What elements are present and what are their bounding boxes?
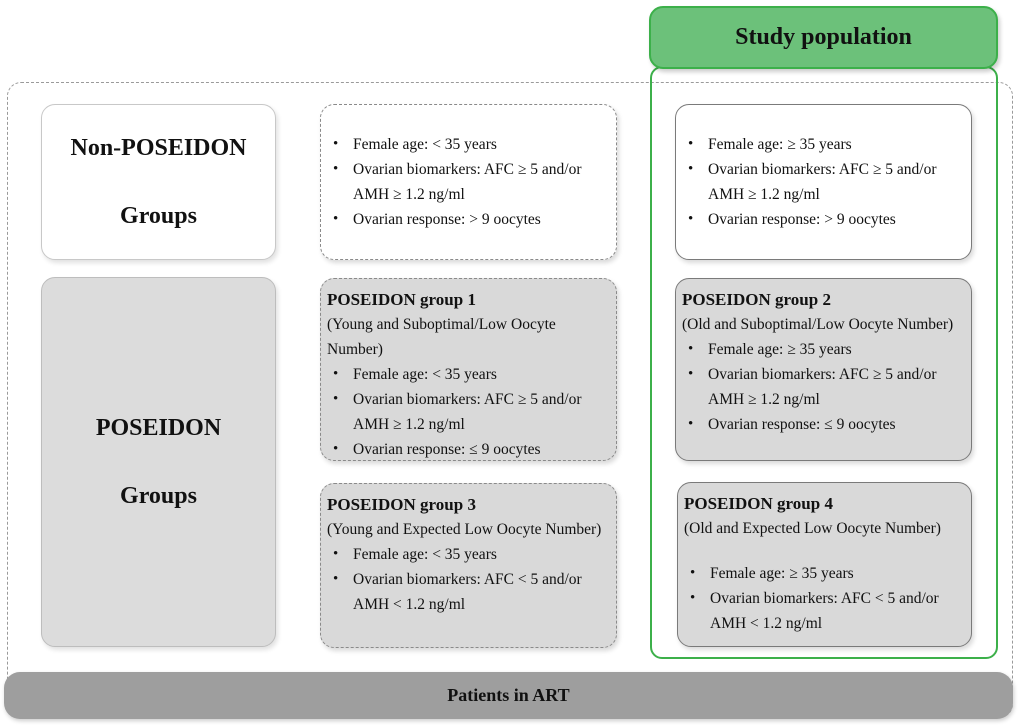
list-item: • Female age: ≥ 35 years (682, 132, 963, 157)
poseidon-group-3-box (320, 483, 617, 648)
non-poseidon-label: Non-POSEIDON (70, 135, 247, 161)
list-item: • Female age: ≥ 35 years (684, 561, 963, 586)
group-subtitle: (Old and Expected Low Oocyte Number) (684, 520, 941, 537)
group-title: POSEIDON group 2 (682, 290, 831, 309)
group-subtitle: (Old and Suboptimal/Low Oocyte Number) (682, 316, 954, 333)
poseidon-label: POSEIDON (95, 415, 222, 441)
list-item: • Female age: < 35 years (327, 132, 608, 157)
list-item: • Ovarian biomarkers: AFC < 5 and/or AMH < 1.2 ng/ml (327, 567, 608, 617)
group-title: POSEIDON group 1 (327, 290, 476, 309)
non-poseidon-old-criteria (675, 104, 972, 260)
list-item: • Ovarian biomarkers: AFC ≥ 5 and/or AMH ≥ 1.2 ng/ml (327, 157, 608, 207)
patients-in-art-bar: Patients in ART (4, 672, 1013, 719)
non-poseidon-young-criteria (320, 104, 617, 260)
list-item: • Ovarian biomarkers: AFC < 5 and/or AMH < 1.2 ng/ml (684, 586, 963, 636)
poseidon-groups-label: Groups (120, 483, 197, 509)
list-item: • Ovarian response: > 9 oocytes (682, 207, 963, 232)
list-item: • Female age: < 35 years (327, 362, 608, 387)
group-subtitle: (Young and Suboptimal/Low Oocyte Number) (327, 316, 556, 358)
list-item: • Ovarian biomarkers: AFC ≥ 5 and/or AMH ≥ 1.2 ng/ml (682, 157, 963, 207)
poseidon-groups-box (41, 277, 276, 647)
list-item: • Ovarian response: ≤ 9 oocytes (327, 437, 608, 461)
non-poseidon-groups-label: Groups (120, 203, 197, 229)
group-subtitle: (Young and Expected Low Oocyte Number) (327, 521, 602, 538)
non-poseidon-groups-box (41, 104, 276, 260)
group-title: POSEIDON group 3 (327, 495, 476, 514)
list-item: • Female age: < 35 years (327, 542, 608, 567)
list-item: • Ovarian biomarkers: AFC ≥ 5 and/or AMH ≥ 1.2 ng/ml (327, 387, 608, 437)
group-title: POSEIDON group 4 (684, 494, 833, 513)
list-item: • Ovarian response: ≤ 9 oocytes (682, 412, 963, 437)
poseidon-group-4-box (677, 482, 972, 647)
study-population-header: Study population (649, 6, 998, 69)
list-item: • Ovarian biomarkers: AFC ≥ 5 and/or AMH ≥ 1.2 ng/ml (682, 362, 963, 412)
list-item: • Ovarian response: > 9 oocytes (327, 207, 608, 232)
list-item: • Female age: ≥ 35 years (682, 337, 963, 362)
poseidon-group-2-box (675, 278, 972, 461)
poseidon-group-1-box (320, 278, 617, 461)
